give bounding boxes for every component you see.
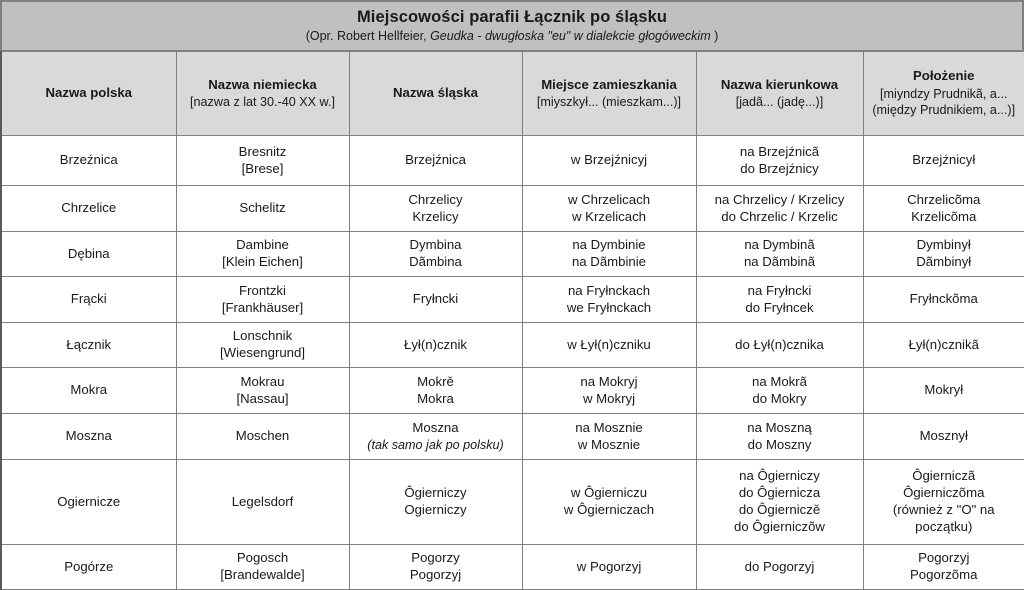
cell-line: Dymbinył <box>916 237 971 253</box>
column-header-main: Miejsce zamieszkania <box>541 76 677 92</box>
cell-line: do Fryłncek <box>745 299 814 315</box>
cell-line: Fryłncki <box>412 291 459 307</box>
cell-line: na Fryłnckach <box>567 282 651 298</box>
cell-nazwa-polska <box>1 368 176 414</box>
cell-line: [Brandewalde] <box>220 567 305 582</box>
cell-line: Brzejźnica <box>405 152 466 168</box>
column-header-nazwa-slaska <box>349 52 522 136</box>
cell-line: na Mosznie <box>575 419 643 435</box>
cell-nazwa-niemiecka <box>176 323 349 368</box>
cell-nazwa-polska <box>1 277 176 323</box>
cell-line: Mosznył <box>919 428 968 444</box>
cell-nazwa-kierunkowa <box>696 277 863 323</box>
cell-line: na Moszną <box>747 419 812 435</box>
title-band <box>0 0 1024 51</box>
cell-nazwa-niemiecka <box>176 277 349 323</box>
cell-nazwa-niemiecka <box>176 232 349 277</box>
cell-polozenie <box>863 277 1024 323</box>
cell-nazwa-polska <box>1 232 176 277</box>
table-row <box>1 460 1024 545</box>
cell-line: Frontzki <box>239 282 286 298</box>
cell-line: na Ôgierniczy <box>739 468 820 484</box>
cell-line: do Ôgierniczě <box>738 502 821 517</box>
column-header-polozenie <box>863 52 1024 136</box>
cell-polozenie <box>863 186 1024 232</box>
cell-nazwa-kierunkowa <box>696 545 863 590</box>
cell-line: Ôgierniczy <box>404 485 467 501</box>
table-row <box>1 136 1024 186</box>
subtitle-italic: Geudka - dwugłoska "eu" w dialekcie głogóweckim <box>430 29 711 43</box>
cell-line: Brzejźnicył <box>912 152 976 168</box>
cell-nazwa-polska <box>1 545 176 590</box>
subtitle-prefix: (Opr. Robert Hellfeier, <box>305 29 431 43</box>
cell-line: do Chrzelic / Krzelic <box>721 208 838 224</box>
cell-line: Moszna <box>65 428 112 444</box>
cell-line: w Ôgierniczach <box>563 502 655 517</box>
cell-polozenie <box>863 232 1024 277</box>
cell-line: Krzelicõma <box>911 208 977 224</box>
cell-miejsce-zamieszkania <box>522 545 696 590</box>
cell-nazwa-niemiecka <box>176 186 349 232</box>
cell-line: do Ôgiernicza <box>738 485 821 501</box>
cell-miejsce-zamieszkania <box>522 323 696 368</box>
cell-line: w Pogorzyj <box>576 558 642 574</box>
cell-line: na Brzejźnicã <box>739 143 820 159</box>
cell-line: na Dãmbinie <box>571 254 647 269</box>
cell-line: w Łył(n)czniku <box>567 336 651 352</box>
table-row <box>1 232 1024 277</box>
cell-line: Łył(n)cznikã <box>908 336 979 352</box>
cell-line: [Frankhäuser] <box>221 299 304 315</box>
cell-line: Pogorzy <box>411 550 460 566</box>
cell-line: Chrzelicy <box>408 191 463 207</box>
data-table <box>0 51 1024 590</box>
cell-line: Moschen <box>235 428 290 444</box>
cell-nazwa-niemiecka <box>176 414 349 460</box>
cell-line: Pogorzyj <box>918 550 970 566</box>
cell-line: [Brese] <box>241 160 284 176</box>
cell-line: Krzelicy <box>412 208 459 224</box>
table-header-row <box>1 52 1024 136</box>
column-header-sub-line: (między Prudnikiem, a...)] <box>872 103 1016 118</box>
cell-line: na Dymbinie <box>572 237 646 253</box>
cell-line: Dãmbinył <box>916 254 972 269</box>
cell-line: do Mokry <box>752 390 807 406</box>
column-header-sub: [miyszkył... (mieszkam...)] <box>536 95 682 110</box>
cell-miejsce-zamieszkania <box>522 186 696 232</box>
table-row <box>1 277 1024 323</box>
cell-polozenie <box>863 323 1024 368</box>
cell-nazwa-niemiecka <box>176 545 349 590</box>
cell-nazwa-slaska <box>349 368 522 414</box>
cell-line: we Fryłnckach <box>566 299 652 315</box>
cell-line: do Pogorzyj <box>744 558 815 574</box>
cell-nazwa-polska <box>1 323 176 368</box>
cell-line: Ogierniczy <box>404 502 467 517</box>
cell-line: Schelitz <box>239 200 286 216</box>
cell-line: w Krzelicach <box>571 208 647 224</box>
cell-miejsce-zamieszkania <box>522 232 696 277</box>
cell-line: do Brzejźnicy <box>740 160 819 176</box>
cell-line: do Łył(n)cznika <box>735 336 824 352</box>
cell-line: Pogórze <box>64 558 114 574</box>
cell-line: w Chrzelicach <box>567 191 651 207</box>
cell-miejsce-zamieszkania <box>522 460 696 545</box>
cell-line: [Wiesengrund] <box>219 345 306 360</box>
cell-line: na Mokryj <box>580 373 638 389</box>
cell-nazwa-slaska <box>349 545 522 590</box>
column-header-main: Nazwa śląska <box>392 85 479 101</box>
cell-polozenie <box>863 460 1024 545</box>
cell-nazwa-slaska <box>349 136 522 186</box>
cell-line: Chrzelice <box>61 200 117 216</box>
cell-miejsce-zamieszkania <box>522 368 696 414</box>
cell-line: Dambine <box>236 237 289 253</box>
cell-polozenie <box>863 545 1024 590</box>
cell-line: Pogorzyj <box>409 567 462 582</box>
cell-line: Pogorzõma <box>910 567 978 582</box>
cell-nazwa-kierunkowa <box>696 323 863 368</box>
cell-line: Mokra <box>417 390 454 406</box>
subtitle-suffix: ) <box>710 29 719 43</box>
cell-line: Ogiernicze <box>57 493 121 509</box>
cell-line: Legelsdorf <box>231 493 294 509</box>
cell-line: Mokrě <box>417 373 454 389</box>
cell-nazwa-slaska <box>349 414 522 460</box>
cell-line: Moszna <box>412 420 459 435</box>
column-header-miejsce-zamieszkania <box>522 52 696 136</box>
cell-line: Mokra <box>70 382 108 398</box>
cell-nazwa-niemiecka <box>176 460 349 545</box>
cell-miejsce-zamieszkania <box>522 277 696 323</box>
cell-line: Chrzelicõma <box>907 191 981 207</box>
cell-line: [Nassau] <box>236 390 289 406</box>
cell-line: Bresnitz <box>238 143 287 159</box>
cell-nazwa-polska <box>1 460 176 545</box>
cell-line: Dębina <box>67 245 110 261</box>
cell-nazwa-kierunkowa <box>696 368 863 414</box>
table-row <box>1 186 1024 232</box>
cell-line: Dymbina <box>409 237 462 253</box>
cell-line: do Ôgierniczõw <box>734 518 825 534</box>
column-header-nazwa-polska <box>1 52 176 136</box>
page-title: Miejscowości parafii Łącznik po śląsku <box>356 8 668 27</box>
cell-line: Mokrył <box>924 382 964 398</box>
page-subtitle <box>306 29 719 45</box>
cell-polozenie <box>863 136 1024 186</box>
cell-nazwa-polska <box>1 414 176 460</box>
column-header-sub-line: [miyndzy Prudnikã, a... <box>880 87 1008 102</box>
table-row <box>1 545 1024 590</box>
cell-line: (również z "O" na <box>892 502 995 517</box>
column-header-sub: [nazwa z lat 30.-40 XX w.] <box>190 95 335 110</box>
cell-nazwa-niemiecka <box>176 136 349 186</box>
cell-line: w Mokryj <box>582 390 636 406</box>
cell-line: Ôgierniczã <box>912 468 976 484</box>
cell-nazwa-kierunkowa <box>696 136 863 186</box>
column-header-sub <box>868 85 1021 118</box>
cell-line: Pogosch <box>236 550 289 566</box>
cell-line: w Ôgierniczu <box>570 485 648 501</box>
cell-nazwa-slaska <box>349 460 522 545</box>
cell-nazwa-slaska <box>349 186 522 232</box>
table-body <box>1 136 1024 590</box>
column-header-nazwa-niemiecka <box>176 52 349 136</box>
table-row <box>1 323 1024 368</box>
cell-miejsce-zamieszkania <box>522 136 696 186</box>
cell-line: Dãmbina <box>409 254 462 269</box>
cell-line: Fryłnckõma <box>909 291 978 307</box>
cell-line: w Mosznie <box>577 436 641 452</box>
cell-nazwa-slaska <box>349 277 522 323</box>
column-header-sub: [jadã... (jadę...)] <box>735 95 824 110</box>
cell-nazwa-kierunkowa <box>696 414 863 460</box>
cell-line: Łącznik <box>66 336 112 352</box>
table-header <box>1 52 1024 136</box>
cell-line: na Fryłncki <box>747 282 812 298</box>
cell-line: na Chrzelicy / Krzelicy <box>714 191 845 207</box>
cell-line: Łył(n)cznik <box>403 336 468 352</box>
cell-line: Brzeźnica <box>59 152 118 168</box>
cell-nazwa-slaska <box>349 232 522 277</box>
cell-line: na Dãmbinã <box>743 254 816 269</box>
cell-nazwa-kierunkowa <box>696 186 863 232</box>
cell-line: Lonschnik <box>232 328 293 344</box>
cell-line: [Klein Eichen] <box>222 254 303 269</box>
cell-miejsce-zamieszkania <box>522 414 696 460</box>
column-header-main: Nazwa kierunkowa <box>720 76 839 92</box>
cell-polozenie <box>863 414 1024 460</box>
cell-polozenie <box>863 368 1024 414</box>
cell-nazwa-kierunkowa <box>696 460 863 545</box>
cell-line: Ôgierniczõma <box>903 485 985 501</box>
cell-line: do Moszny <box>747 436 812 452</box>
cell-line: na Dymbinã <box>744 237 815 253</box>
cell-nazwa-slaska <box>349 323 522 368</box>
cell-line: w Brzejźnicyj <box>570 152 648 168</box>
column-header-main: Położenie <box>912 68 975 84</box>
cell-line: Frącki <box>70 291 107 307</box>
column-header-nazwa-kierunkowa <box>696 52 863 136</box>
cell-nazwa-polska <box>1 186 176 232</box>
cell-nazwa-polska <box>1 136 176 186</box>
column-header-main: Nazwa niemiecka <box>208 76 317 92</box>
cell-line: (tak samo jak po polsku) <box>367 437 504 452</box>
cell-nazwa-kierunkowa <box>696 232 863 277</box>
cell-line: Mokrau <box>240 373 285 389</box>
column-header-main: Nazwa polska <box>45 85 132 101</box>
cell-line: na Mokrã <box>752 373 807 389</box>
table-row <box>1 368 1024 414</box>
table-row <box>1 414 1024 460</box>
cell-nazwa-niemiecka <box>176 368 349 414</box>
cell-line: początku) <box>915 518 973 534</box>
